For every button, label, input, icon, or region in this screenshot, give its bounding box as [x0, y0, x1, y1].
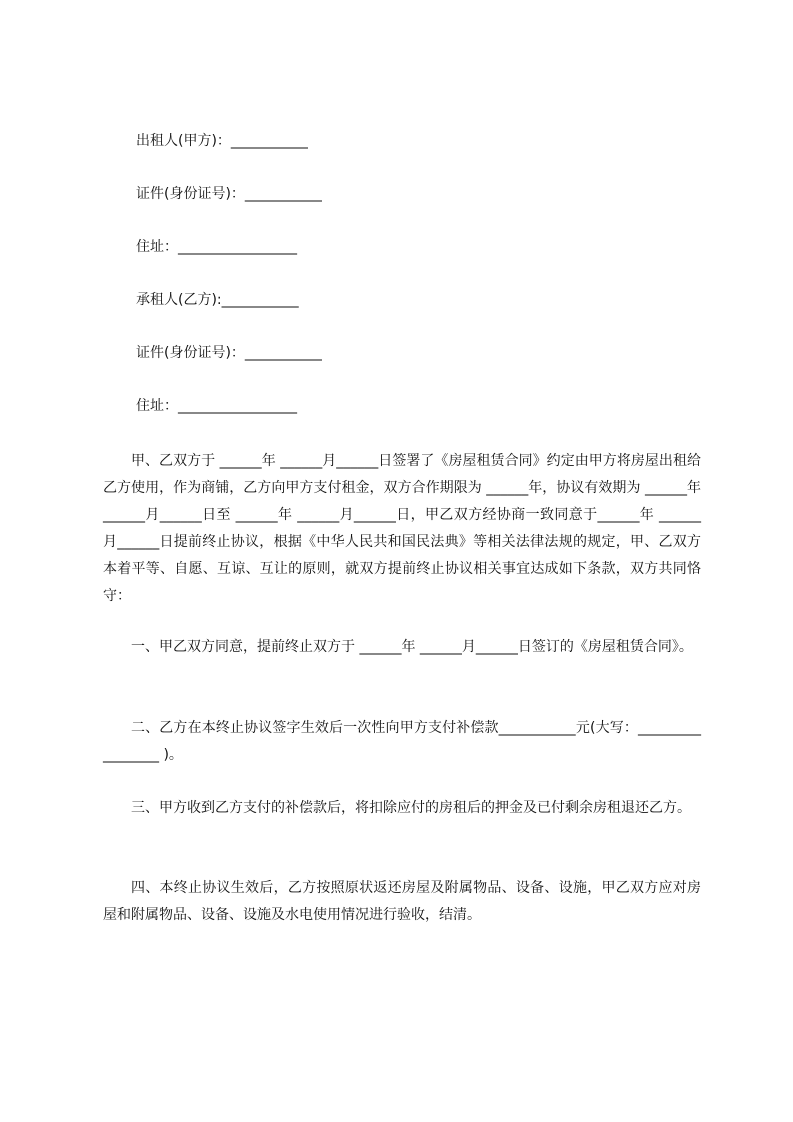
lessee-field: 承租人(乙方):___________	[136, 292, 299, 308]
lessee-address-field: 住址：_________________	[136, 398, 297, 414]
clause-1-paragraph: 一、甲乙双方同意，提前终止双方于 ______年 ______月______日签订的《房屋租赁合同》。	[131, 639, 693, 655]
lessee-id-field: 证件(身份证号)：___________	[136, 345, 322, 361]
intro-paragraph: 甲、乙双方于 ______年 ______月______日签署了《房屋租赁合同》约定由甲方将房屋出租给乙方使用，作为商铺，乙方向甲方支付租金，双方合作期限为 ______年，协议有效期为 ______年 ______月______日至 ______年 ______月______日，甲乙双方经协商一致同意于______年 ______月______日提前终止协议，根据《中华人民共和国民法典》等相关法律法规的规定，甲、乙双方本着平等、自愿、互谅、互让的原则，就双方提前终止协议相关事宜达成如下条款，双方共同恪守：	[103, 453, 706, 604]
clause-3-paragraph: 三、甲方收到乙方支付的补偿款后，将扣除应付的房租后的押金及已付剩余房租退还乙方。	[131, 800, 691, 816]
lessor-id-field: 证件(身份证号)：___________	[136, 186, 322, 202]
lessor-address-field: 住址：_________________	[136, 239, 297, 255]
lessor-field: 出租人(甲方)：___________	[136, 133, 308, 149]
clause-4-paragraph: 四、本终止协议生效后，乙方按照原状返还房屋及附属物品、设备、设施，甲乙双方应对房屋和附属物品、设备、设施及水电使用情况进行验收，结清。	[103, 880, 701, 923]
clause-2-paragraph: 二、乙方在本终止协议签字生效后一次性向甲方支付补偿款___________元(大写：_________________ )。	[103, 720, 701, 763]
